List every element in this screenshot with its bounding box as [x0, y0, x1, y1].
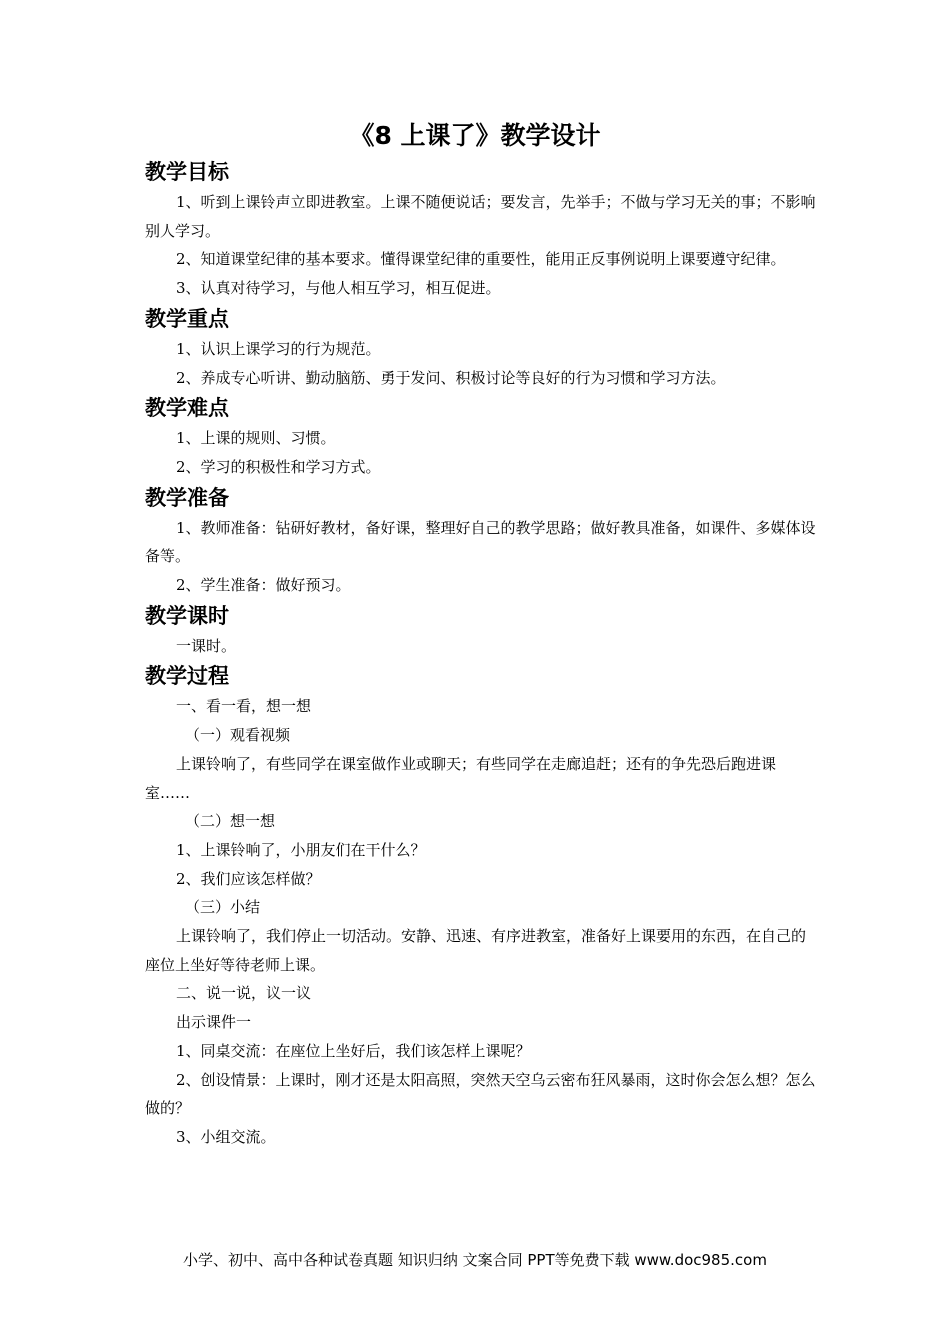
section-teaching-process [145, 660, 820, 1151]
section-class-hours [145, 600, 820, 661]
paragraph: 1、上课的规则、习惯。 [176, 429, 336, 448]
page-title: 《8 上课了》教学设计 [349, 121, 601, 150]
paragraph: 3、认真对待学习，与他人相互学习，相互促进。 [176, 279, 501, 298]
section-key-points [145, 303, 820, 392]
paragraph: 2、学习的积极性和学习方式。 [176, 457, 381, 476]
paragraph: 2、学生准备：做好预习。 [176, 576, 351, 595]
paragraph: 一、看一看，想一想 [176, 697, 312, 716]
paragraph: 2、养成专心听讲、勤动脑筋、勇于发问、积极讨论等良好的行为习惯和学习方法。 [176, 368, 726, 387]
section-heading: 教学目标 [145, 160, 229, 184]
paragraph: 2、知道课堂纪律的基本要求。懂得课堂纪律的重要性，能用正反事例说明上课要遵守纪律。 [176, 250, 786, 269]
paragraph: 1、教师准备：钻研好教材，备好课，整理好自己的教学思路；做好教具准备，如课件、多媒体设备等。 [145, 518, 816, 566]
paragraph: 2、创设情景：上课时，刚才还是太阳高照，突然天空乌云密布狂风暴雨，这时你会怎么想？怎么做的？ [145, 1070, 816, 1118]
paragraph: 1、上课铃响了，小朋友们在干什么？ [176, 840, 426, 859]
paragraph: （一）观看视频 [185, 726, 291, 745]
paragraph: （二）想一想 [185, 812, 276, 831]
paragraph: 3、小组交流。 [176, 1127, 276, 1146]
paragraph: 上课铃响了，有些同学在课室做作业或聊天；有些同学在走廊追赶；还有的争先恐后跑进课室…… [145, 754, 777, 802]
paragraph: 一课时。 [176, 636, 237, 655]
paragraph: 2、我们应该怎样做？ [176, 869, 321, 888]
paragraph: （三）小结 [185, 898, 261, 917]
section-heading: 教学准备 [145, 485, 229, 510]
section-heading: 教学难点 [145, 396, 229, 421]
section-preparation [145, 482, 820, 600]
section-heading: 教学重点 [145, 306, 229, 331]
paragraph: 上课铃响了，我们停止一切活动。安静、迅速、有序进教室，准备好上课要用的东西，在自己的座位上坐好等待老师上课。 [145, 927, 807, 974]
paragraph: 出示课件一 [176, 1013, 252, 1032]
section-difficulties [145, 392, 820, 481]
section-heading: 教学课时 [145, 603, 229, 628]
paragraph: 二、说一说，议一议 [176, 984, 312, 1003]
paragraph: 1、认识上课学习的行为规范。 [176, 339, 381, 358]
document-body [145, 156, 820, 1152]
paragraph: 1、听到上课铃声立即进教室。上课不随便说话；要发言，先举手；不做与学习无关的事；不影响别人学习。 [145, 193, 816, 240]
section-heading: 教学过程 [145, 664, 229, 689]
section-objectives [145, 156, 820, 303]
paragraph: 1、同桌交流：在座位上坐好后，我们该怎样上课呢？ [176, 1041, 531, 1060]
footer-banner: 小学、初中、高中各种试卷真题 知识归纳 文案合同 PPT等免费下载 www.doc985.com [183, 1251, 767, 1269]
